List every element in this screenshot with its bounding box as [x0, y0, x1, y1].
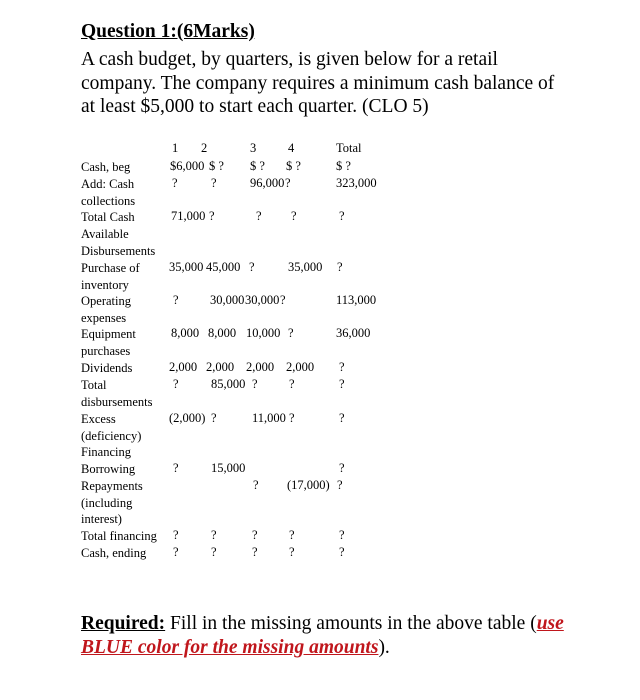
table-cell: ? [289, 528, 295, 542]
column-header-q4: 4 [288, 141, 295, 155]
table-cell: 15,000 [211, 461, 246, 475]
section-label-disbursements: Disbursements [81, 244, 156, 258]
table-cell: 8,000 [208, 326, 237, 340]
column-header-total: Total [336, 141, 362, 155]
table-cell: ? [252, 377, 258, 391]
table-cell: 2,000 [286, 360, 315, 374]
table-cell: 2,000 [206, 360, 235, 374]
table-cell: $ ? [286, 159, 301, 173]
table-cell: ? [289, 545, 295, 559]
table-cell: 45,000 [206, 260, 241, 274]
table-cell: ? [173, 461, 179, 475]
table-cell: ? [339, 209, 345, 223]
table-cell: ? [339, 461, 345, 475]
table-cell: $6,000 [170, 159, 205, 173]
table-cell: ? [256, 209, 262, 223]
intro-line: A cash budget, by quarters, is given below for a retail [81, 49, 498, 70]
table-cell: ? [337, 260, 343, 274]
column-header-q2: 2 [201, 141, 208, 155]
table-cell: ? [249, 260, 255, 274]
row-label-equipment-purchases: Equipment purchases [81, 327, 136, 358]
table-cell: ? [172, 176, 178, 190]
column-header-q1: 1 [172, 141, 179, 155]
required-end: ). [378, 637, 390, 658]
table-cell: 36,000 [336, 326, 371, 340]
row-label-borrowing: Borrowing [81, 462, 136, 476]
table-cell: (17,000) [287, 478, 330, 492]
table-cell: 85,000 [211, 377, 246, 391]
row-label-repayments: Repayments (including interest) [81, 479, 143, 526]
table-cell: ? [289, 411, 295, 425]
row-label-cash-ending: Cash, ending [81, 546, 147, 560]
table-cell: 2,000 [246, 360, 275, 374]
table-cell: ? [339, 360, 345, 374]
table-cell: ? [209, 209, 215, 223]
table-cell: ? [285, 176, 291, 190]
intro-line: at least $5,000 to start each quarter. (CLO 5) [81, 96, 429, 117]
table-cell: 323,000 [336, 176, 377, 190]
table-cell: 35,000 [288, 260, 323, 274]
column-header-q3: 3 [250, 141, 257, 155]
section-label-financing: Financing [81, 445, 131, 459]
required-text: Fill in the missing amounts in the above table ( [165, 613, 537, 634]
table-cell: ? [173, 293, 179, 307]
table-cell: 11,000 [252, 411, 286, 425]
table-cell: (2,000) [169, 411, 206, 425]
table-cell: 2,000 [169, 360, 198, 374]
table-cell: ? [288, 326, 294, 340]
row-label-excess-deficiency: Excess (deficiency) [81, 412, 142, 443]
required-instruction [81, 612, 601, 660]
required-blue-note: use BLUE color for the missing amounts [81, 613, 564, 658]
row-label-total-disbursements: Total disbursements [81, 378, 153, 409]
table-cell: ? [339, 411, 345, 425]
table-cell: 113,000 [336, 293, 377, 307]
row-label-purchase-of-inventory: Purchase of inventory [81, 261, 140, 292]
table-cell: ? [173, 377, 179, 391]
table-cell: 8,000 [171, 326, 200, 340]
required-label: Required: [81, 613, 166, 634]
table-cell: ? [173, 528, 179, 542]
table-cell: ? [339, 545, 345, 559]
row-label-cash-beg: Cash, beg [81, 160, 131, 174]
table-cell: ? [211, 411, 217, 425]
table-cell: ? [252, 545, 258, 559]
table-cell: 30,000 [245, 293, 280, 307]
table-cell: ? [252, 528, 258, 542]
table-cell: ? [280, 293, 286, 307]
row-label-total-cash-available: Total Cash Available [81, 210, 135, 241]
row-label-operating-expenses: Operating expenses [81, 294, 131, 325]
question-intro [81, 48, 601, 119]
table-cell: 30,000 [210, 293, 245, 307]
table-cell: ? [173, 545, 179, 559]
table-cell: ? [253, 478, 259, 492]
table-cell: $ ? [209, 159, 224, 173]
table-cell: 96,000 [250, 176, 285, 190]
table-cell: $ ? [250, 159, 265, 173]
table-cell: 35,000 [169, 260, 204, 274]
table-cell: ? [337, 478, 343, 492]
table-cell: ? [211, 528, 217, 542]
intro-line: company. The company requires a minimum cash balance of [81, 72, 555, 94]
table-cell: ? [211, 545, 217, 559]
table-cell: $ ? [336, 159, 351, 173]
table-cell: ? [339, 528, 345, 542]
row-label-total-financing: Total financing [81, 529, 157, 543]
table-cell: 10,000 [246, 326, 281, 340]
table-cell: ? [211, 176, 217, 190]
table-cell: ? [289, 377, 295, 391]
table-cell: 71,000 [171, 209, 206, 223]
row-label-cash-collections: Add: Cash collections [81, 177, 136, 208]
table-cell: ? [339, 377, 345, 391]
row-label-dividends: Dividends [81, 361, 133, 375]
table-cell: ? [291, 209, 297, 223]
question-heading: Question 1:(6Marks) [81, 21, 255, 42]
